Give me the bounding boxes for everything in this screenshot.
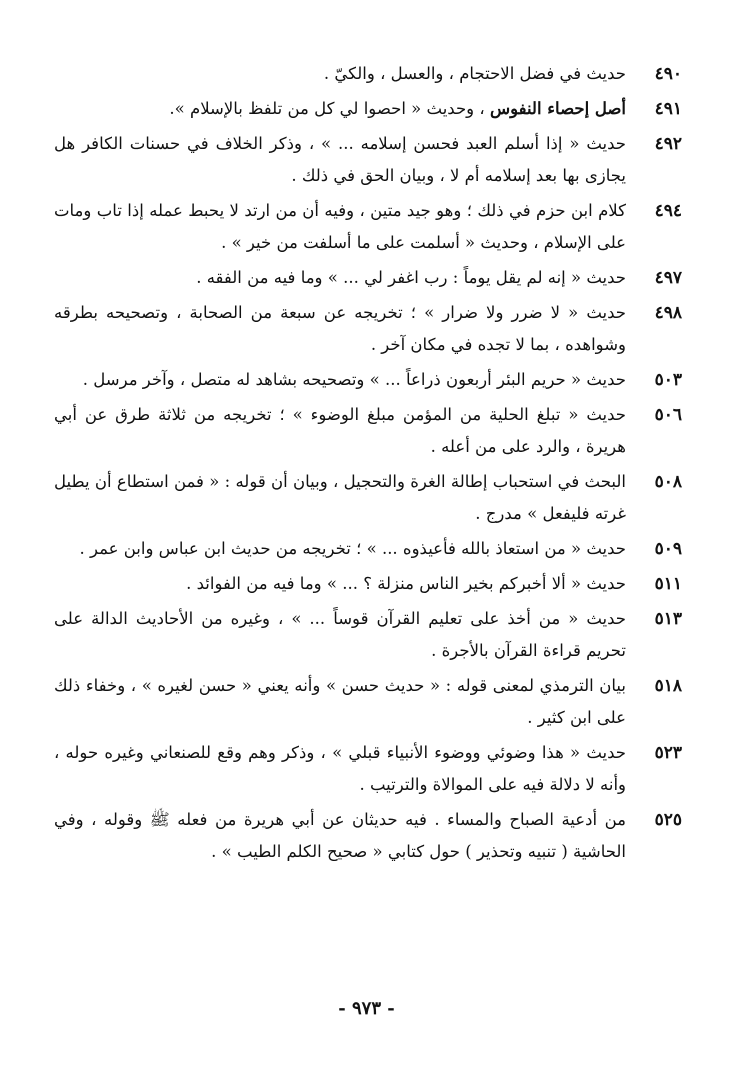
entry-text: حديث « حريم البئر أربعون ذراعاً ... » وتصحيحه بشاهد له متصل ، وآخر مرسل . [82, 370, 626, 389]
entry-text: بيان الترمذي لمعنى قوله : « حديث حسن » وأنه يعني « حسن لغيره » ، وخفاء ذلك على ابن كثير . [54, 676, 626, 727]
entry-text: حديث « هذا وضوئي ووضوء الأنبياء قبلي » ، وذكر وهم وقع للصنعاني وغيره حوله ، وأنه لا دلالة فيه على الموالاة والترتيب . [54, 743, 626, 794]
entry-text: حديث « إذا أسلم العبد فحسن إسلامه ... » ، وذكر الخلاف في حسنات الكافر هل يجازى بها بعد إسلامه أم لا ، وبيان الحق في ذلك . [54, 134, 626, 185]
entry-page-number: ٥٢٣ [654, 743, 682, 763]
entry-page-number: ٥١١ [654, 574, 682, 594]
entry-lead-heading: أصل إحصاء النفوس [489, 99, 626, 118]
entry-text: حديث « إنه لم يقل يوماً : رب اغفر لي ... » وما فيه من الفقه . [196, 268, 626, 287]
index-entry [54, 58, 682, 90]
entry-page-number: ٥٠٩ [654, 539, 682, 559]
entry-page-number: ٤٩٨ [654, 303, 682, 323]
entry-text: حديث « لا ضرر ولا ضرار » ؛ تخريجه عن سبعة من الصحابة ، وتصحيحه بطرقه وشواهده ، بما لا تجده في مكان آخر . [54, 303, 626, 354]
entry-text: حديث في فضل الاحتجام ، والعسل ، والكيّ . [323, 64, 626, 83]
page-footer-number: - ٩٧٣ - [338, 998, 395, 1019]
entry-page-number: ٥٠٦ [654, 405, 682, 425]
index-entry [54, 670, 682, 734]
entry-text: حديث « تبلغ الحلية من المؤمن مبلغ الوضوء » ؛ تخريجه من ثلاثة طرق عن أبي هريرة ، والرد على من أعله . [54, 405, 626, 456]
entry-text: حديث « ألا أخبركم بخير الناس منزلة ؟ ... » وما فيه من الفوائد . [186, 574, 626, 593]
index-entry [54, 364, 682, 396]
index-entry [54, 568, 682, 600]
entry-text [54, 93, 626, 125]
index-entry [54, 195, 682, 259]
entry-page-number: ٥٢٥ [654, 810, 682, 830]
entry-page-number: ٥١٨ [654, 676, 682, 696]
entry-text-rest: ، وحديث « احصوا لي كل من تلفظ بالإسلام ». [169, 99, 490, 118]
index-entry [54, 93, 682, 125]
index-entry [54, 533, 682, 565]
entry-text: كلام ابن حزم في ذلك ؛ وهو جيد متين ، وفيه أن من ارتد لا يحبط عمله إذا تاب ومات على الإسلام ، وحديث « أسلمت على ما أسلفت من خير » . [54, 201, 626, 252]
index-entry [54, 128, 682, 192]
index-entry [54, 466, 682, 530]
entry-text: حديث « من استعاذ بالله فأعيذوه ... » ؛ تخريجه من حديث ابن عباس وابن عمر . [79, 539, 626, 558]
index-entry [54, 804, 682, 868]
entry-text: البحث في استحباب إطالة الغرة والتحجيل ، وبيان أن قوله : « فمن استطاع أن يطيل غرته فليفعل » مدرج . [54, 472, 626, 523]
index-entry [54, 737, 682, 801]
index-entry [54, 603, 682, 667]
entry-page-number: ٤٩٧ [654, 268, 682, 288]
entry-page-number: ٤٩٢ [654, 134, 682, 154]
entry-page-number: ٤٩١ [654, 99, 682, 119]
entry-text: من أدعية الصباح والمساء . فيه حديثان عن أبي هريرة من فعله ﷺ وقوله ، وفي الحاشية ( تنبيه وتحذير ) حول كتابي « صحيح الكلم الطيب » . [54, 810, 626, 861]
index-entry [54, 262, 682, 294]
entry-text: حديث « من أخذ على تعليم القرآن قوساً ... » ، وغيره من الأحاديث الدالة على تحريم قراءة القرآن بالأجرة . [54, 609, 626, 660]
index-entries [54, 58, 682, 868]
entry-page-number: ٥٠٨ [654, 472, 682, 492]
index-entry [54, 399, 682, 463]
entry-page-number: ٥٠٣ [654, 370, 682, 390]
entry-page-number: ٤٩٤ [654, 201, 682, 221]
index-entry [54, 297, 682, 361]
entry-page-number: ٤٩٠ [654, 64, 682, 84]
entry-page-number: ٥١٣ [654, 609, 682, 629]
